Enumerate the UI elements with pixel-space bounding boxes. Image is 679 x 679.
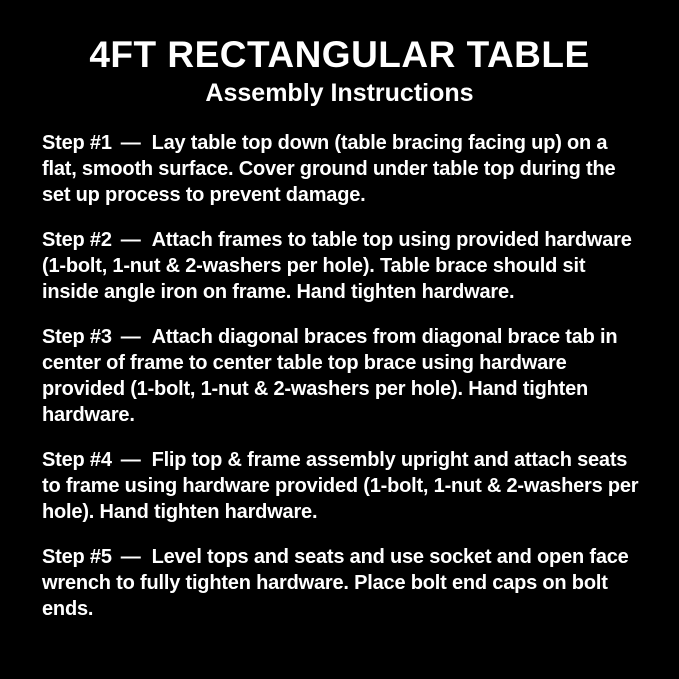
steps-list (0, 106, 679, 622)
step-3 (42, 324, 639, 428)
step-1 (42, 130, 639, 208)
header (0, 0, 679, 106)
step-5-text: Level tops and seats and use socket and open face wrench to fully tighten hardware. Place bolt end caps on bolt ends. (42, 546, 629, 620)
page-subtitle: Assembly Instructions (205, 79, 474, 107)
step-4-dash: — (120, 449, 141, 471)
step-2 (42, 227, 639, 305)
step-2-dash: — (120, 229, 141, 251)
step-4 (42, 447, 639, 525)
step-3-text: Attach diagonal braces from diagonal brace tab in center of frame to center table top brace using hardware provided (1-bolt, 1-nut & 2-washers per hole). Hand tighten hardware. (42, 326, 618, 426)
step-1-label: Step #1 (42, 132, 112, 154)
step-1-dash: — (120, 132, 141, 154)
page-title: 4FT RECTANGULAR TABLE (89, 34, 590, 75)
step-3-label: Step #3 (42, 326, 112, 348)
step-5-dash: — (120, 546, 141, 568)
step-2-label: Step #2 (42, 229, 112, 251)
step-4-label: Step #4 (42, 449, 112, 471)
step-3-dash: — (120, 326, 141, 348)
step-2-text: Attach frames to table top using provided hardware (1-bolt, 1-nut & 2-washers per hole). Table brace should sit inside angle iron on frame. Hand tighten hardware. (42, 229, 632, 303)
step-5 (42, 544, 639, 622)
step-4-text: Flip top & frame assembly upright and attach seats to frame using hardware provided (1-bolt, 1-nut & 2-washers per hole). Hand tighten hardware. (42, 449, 639, 523)
step-5-label: Step #5 (42, 546, 112, 568)
step-1-text: Lay table top down (table bracing facing up) on a flat, smooth surface. Cover ground under table top during the set up process to prevent damage. (42, 132, 616, 206)
